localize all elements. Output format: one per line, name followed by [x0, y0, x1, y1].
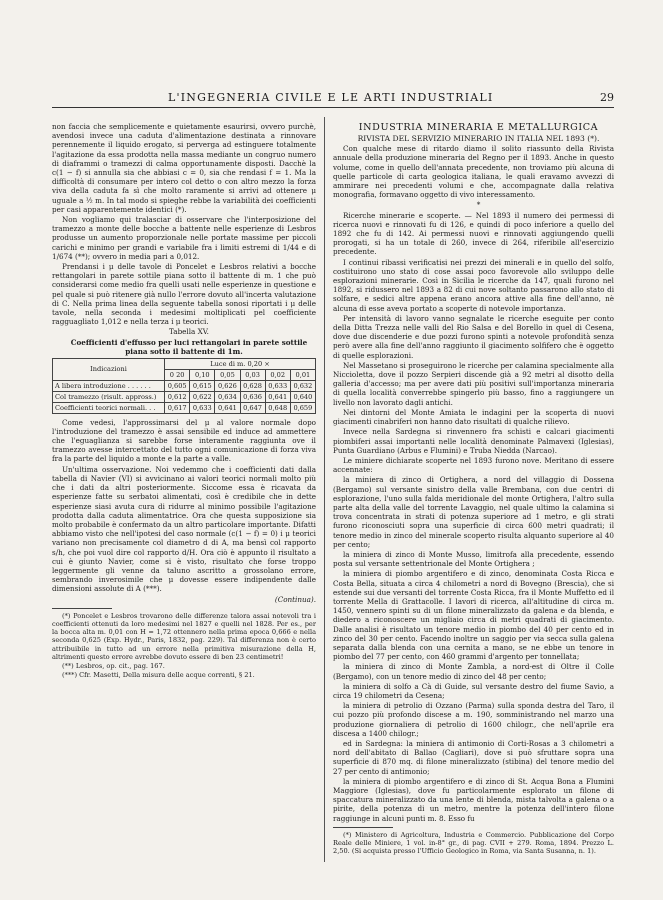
- table-cell: 0,617: [165, 402, 190, 413]
- paragraph: Le miniere dichiarate scoperte nel 1893 furono nove. Meritano di essere accennate:: [333, 455, 614, 475]
- table-cell: 0,622: [190, 391, 215, 402]
- table-cell: 0,633: [190, 402, 215, 413]
- table-cell: 0,659: [290, 402, 315, 413]
- table-row: [53, 402, 316, 413]
- table-header-indicazioni: Indicazioni: [53, 358, 165, 380]
- table-row-label: Coefficienti teorici normali. . .: [53, 402, 165, 413]
- table-row: [53, 380, 316, 391]
- paragraph: Nel Massetano si proseguirono le ricerche per calamina specialmente alla Niccioletta, dove il pozzo Serpieri discende già a 92 metri al disotto della galleria d'accesso; ma per avere dati più positivi sull'importanza mineraria di quella località converrebbe spingerlo più basso, fino a raggiungere un livello non lavorato dagli antichi.: [333, 360, 614, 407]
- section-subtitle: RIVISTA DEL SERVIZIO MINERARIO IN ITALIA NEL 1893 (*).: [357, 134, 600, 143]
- paragraph: Con qualche mese di ritardo diamo il solito riassunto della Rivista annuale della produzione mineraria del Regno per il 1893. Anche in questo volume, come in quello dell'annata precedente, non troviamo più alcuna di quelle particole di carta geologica italiana, le quali eravamo avvezzi di ammirare nei precedenti volumi e che, accompagnate dalla relativa monografia, formavano oggetto di vivo interessamento.: [333, 144, 614, 200]
- table-cell: 0,647: [240, 402, 265, 413]
- table-cell: 0,626: [215, 380, 240, 391]
- table-col-header: 0 20: [165, 369, 190, 380]
- footnote: (**) Lesbros, op. cit., pag. 167.: [62, 661, 165, 670]
- table-title: Tabella XV.: [169, 327, 209, 337]
- paragraph: Un'ultima osservazione. Noi vedemmo che i coefficienti dati dalla tabella di Navier (VI) si avvicinano ai valori teorici normali molto più che i dati da altri posteriormente. Siccome essa è ricavata da esperienze fatte su serbatoi alimentati, così è credibile che in dette esperienze siasi avuta cura di ridurre al minimo possibile l'agitazione prodotta dalla caduta alimentatrice. Ora che questa supposizione sia molto probabile è confermato da un altro particolare importante. Difatti abbiamo visto che nell'ipotesi del caso normale (c(1 − f) = 0) i μ teorici variano non precisamente col diametro d di A, ma bensì col rapporto s/h, che poi vuol dire col rapporto d/H. Ora ciò è appunto il risultato a cui è giunto Navier, come si è visto, risultato che forse troppo leggermente gli venne da taluno ascritto a grossolano errore, sembrando inverosimile che μ dovesse essere indipendente dalle dimensioni assolute di A (***).: [52, 464, 316, 594]
- journal-title: L'INGEGNERIA CIVILE E LE ARTI INDUSTRIALI: [168, 91, 494, 104]
- table-header-row: [53, 358, 316, 369]
- paragraph: Ricerche minerarie e scoperte. — Nel 1893 il numero dei permessi di ricerca nuovi e rinnovati fu di 126, e quindi di poco inferiore a quello del 1892 che fu di 142. Ai permessi nuovi e rinnovati aggiungendo quelli prorogati, si ha un totale di 260, invece di 264, riferibile all'esercizio precedente.: [333, 210, 614, 257]
- table-cell: 0,634: [215, 391, 240, 402]
- table-group-header: Luce di m. 0,20 ×: [165, 358, 316, 369]
- table-cell: 0,612: [165, 391, 190, 402]
- paragraph: la miniera di solfo a Cà di Guide, sul versante destro del fiume Savio, a circa 19 chilometri da Cesena;: [333, 681, 614, 700]
- footnote-rule: [52, 608, 112, 609]
- separator-asterisk: *: [476, 200, 481, 210]
- footnote-rule: [333, 827, 393, 828]
- paragraph: la miniera di zinco di Ortighera, a nord del villaggio di Dossena (Bergamo) sul versante sinistro della valle Brembana, con due centri di esplorazione, l'uno sulla falda meridionale del monte Ortighera, l'altro sulla parte alta della valle del torrente Lavaggio, nel quale ultimo la calamina si trova concentrata in strati di potenza superiore ad 1 metro, e gli strati furono riconosciuti sopra una superficie di circa 600 metri quadrati; il tenore medio in zinco del minerale scoperto risulta alquanto superiore al 40 per cento;: [333, 475, 614, 549]
- table-row-label: A libera introduzione . . . . . .: [53, 380, 165, 391]
- paragraph: ed in Sardegna: la miniera di antimonio di Corti-Rosas a 3 chilometri a nord dell'abitato di Ballao (Cagliari), dove si può sfruttare sopra una superficie di 870 mq. di filone mineralizzato (stibina) del tenore medio del 27 per cento di antimonio;: [333, 739, 614, 776]
- paragraph: la miniera di zinco di Monte Zambla, a nord-est di Oltre il Colle (Bergamo), con un tenore medio di zinco del 48 per cento;: [333, 662, 614, 681]
- table-col-header: 0,10: [190, 369, 215, 380]
- paragraph: Come vedesi, l'approssimarsi del μ al valore normale dopo l'introduzione del tramezzo è assai sensibile ed induce ad ammettere che l'eguaglianza si sarebbe forse interamente raggiunta ove il tramezzo avesse intercettato del tutto ogni comunicazione di forza viva fra la parte del liquido a monte e la parte a valle.: [52, 417, 316, 464]
- paragraph: I continui ribassi verificatisi nei prezzi dei minerali e in quello del solfo, costituirono uno stato di cose assai poco favorevole allo sviluppo delle esplorazioni minerarie. Così in Sicilia le ricerche da 147, quali furono nel 1892, si ridussero nel 1893 a 82 di cui nove soltanto passarono allo stato di solfare, e sedici altre appena erano ancora attive alla fine dell'anno, nè alcuna di esse aveva portato a scoperte di notevole importanza.: [333, 257, 614, 313]
- table-caption: Coefficienti d'effusso per luci rettangolari in parete sottile piana sotto il battente di 1m.: [70, 337, 308, 356]
- table-col-header: 0,02: [265, 369, 290, 380]
- table-col-header: 0,01: [290, 369, 315, 380]
- table-col-header: 0,05: [215, 369, 240, 380]
- column-divider: [324, 117, 325, 862]
- table-cell: 0,628: [240, 380, 265, 391]
- table-cell: 0,615: [190, 380, 215, 391]
- left-column: [52, 122, 316, 872]
- running-header: [52, 93, 614, 108]
- table-row-label: Col tramezzo (risult. appross.): [53, 391, 165, 402]
- paragraph: Non vogliamo qui tralasciar di osservare che l'interposizione del tramezzo a monte delle bocche a battente nelle esperienze di Lesbros produsse un aumento proporzionale nelle portate massime per piccoli carichi e minimo per grandi e variabile fra i limiti estremi di 1/44 e di 1/674 (**); ovvero in media pari a 0,012.: [52, 215, 316, 261]
- section-title: INDUSTRIA MINERARIA E METALLURGICA: [358, 122, 599, 133]
- right-column: [333, 122, 614, 872]
- footnotes: [52, 612, 316, 680]
- table-cell: 0,648: [265, 402, 290, 413]
- table-cell: 0,641: [265, 391, 290, 402]
- table-cell: 0,605: [165, 380, 190, 391]
- table-cell: 0,633: [265, 380, 290, 391]
- table-col-header: 0,03: [240, 369, 265, 380]
- paragraph: la miniera di piombo argentifero e di zinco, denominata Costa Ricca e Costa Bella, situata a circa 4 chilometri a nord di Bovegno (Brescia), che si estende sui due versanti del torrente Costa Ricca, fra il Monte Muffetto ed il torrente Mella di Grattacolle. I lavori di ricerca, all'altitudine di circa m. 1450, vennero spinti su di un filone mineralizzato da galena e da blenda, e diedero a riconoscere un migliaio circa di metri quadrati di giacimento. Dalle analisi è risultato un tenore medio in piombo del 40 per cento ed in zinco del 30 per cento. Facendo inoltre un saggio per via secca sulla galena separata dalla blenda con una cernita a mano, se ne ebbe un tenore in piombo del 77 per cento, con 460 grammi d'argento per tonnellata;: [333, 569, 614, 662]
- paragraph: la miniera di petrolio di Ozzano (Parma) sulla sponda destra del Taro, il cui pozzo più profondo discese a m. 190, somministrando nel marzo una produzione giornaliera di petrolio di 1600 chilogr., che nell'aprile era discesa a 1400 chilogr.;: [333, 701, 614, 738]
- paragraph: non faccia che semplicemente e quietamente esaurirsi, ovvero purchè, avendosi invece una caduta d'alimentazione destinata a rinnovare perennemente il liquido erogato, si perverga ad estinguere totalmente l'agitazione da essa prodotta nella massa mediante un congruo numero di diaframmi o tramezzi di calma opportunamente disposti. Dacchè la c(1 − f) si annulla sia che abbiasi c = 0, sia che rendasi f = 1. Ma la difficoltà di consumare per intero col detto o con altro mezzo la forza viva della caduta fa sì che molto raramente si arrivi ad ottenere μ uguale a ½ m. In tal modo si spieghe rebbe la variabilità dei coefficienti per casi apparentemente identici (*).: [52, 122, 316, 214]
- table-cell: 0,641: [215, 402, 240, 413]
- footnotes: [333, 831, 614, 856]
- paragraph: la miniera di zinco di Monte Musso, limitrofa alla precedente, essendo posta sul versante settentrionale del Monte Ortighera ;: [333, 549, 614, 569]
- paragraph: Per intensità di lavoro vanno segnalate le ricerche eseguite per conto della Ditta Trezza nelle valli del Rio Salsa e del Borello in quel di Cesena, dove due discenderie e due pozzi furono spinti a notevole profondità senza però avere alla fine dell'anno raggiunto il giacimento solfifero che è oggetto di quelle esplorazioni.: [333, 313, 614, 360]
- paragraph: la miniera di piombo argentifero e di zinco di St. Acqua Bona a Flumini Maggiore (Iglesias), dove fu particolarmente esplorato un filone di spaccatura mineralizzato da una lente di blenda, mista talvolta a galena o a pirite, della potenza di un metro, mentre la potenza dell'intero filone raggiunge in alcuni punti m. 8. Esso fu: [333, 776, 614, 823]
- efflux-coefficients-table: [52, 358, 316, 414]
- table-cell: 0,640: [290, 391, 315, 402]
- page-number: 29: [600, 91, 614, 104]
- paragraph: Prendansi i μ delle tavole di Poncelet e Lesbros relativi a bocche rettangolari in parete sottile piana sotto il battente di m. 1 che può considerarsi come medio fra quelli usati nelle esperienze in questione e pel quale si può ritenere già nullo l'errore dovuto all'incerta valutazione di C. Nella prima linea della seguente tabella sonosi riportati i μ delle tavole, nella seconda i medesimi moltiplicati pel coefficiente ragguagliato 1,012 e nella terza i μ teorici.: [52, 262, 316, 327]
- footnote: (***) Cfr. Masetti, Della misura delle acque correnti, § 21.: [62, 671, 255, 680]
- continua-note: (Continua).: [274, 594, 316, 604]
- footnote: (*) Poncelet e Lesbros trovarono delle differenze talora assai notevoli tra i coefficienti ottenuti da loro medesimi nel 1827 e quelli nel 1828. Per es., per la bocca alta m. 0,01 con H = 1,72 ottennero nella prima epoca 0,666 e nella seconda 0,625 (Exp. Hydr., Paris, 1832, pag. 229). Tal differenza non è certo attribuibile in tutto ad un errore nella primitiva misurazione della H, altrimenti questo errore avrebbe dovuto essere di ben 23 centimetri!: [52, 611, 316, 661]
- paragraph: Nei dintorni del Monte Amiata le indagini per la scoperta di nuovi giacimenti cinabriferi non hanno dato risultati di qualche rilievo.: [333, 407, 614, 427]
- table-cell: 0,636: [240, 391, 265, 402]
- table-row: [53, 391, 316, 402]
- footnote: (*) Ministero di Agricoltura, Industria e Commercio. Pubblicazione del Corpo Reale delle Miniere, 1 vol. in-8° gr., di pag. CVII + 279. Roma, 1894. Prezzo L. 2,50. (Si acquista presso l'Ufficio Geologico in Roma, via Santa Susanna, n. 1).: [333, 830, 614, 856]
- paragraph: Invece nella Sardegna si rinvennero fra schisti e calcari giacimenti piombiferi assai importanti nelle località denominate Palmavexi (Iglesias), Punta Guardiano (Arbus e Flumini) e Truba Niedda (Narcao).: [333, 427, 614, 455]
- table-cell: 0,632: [290, 380, 315, 391]
